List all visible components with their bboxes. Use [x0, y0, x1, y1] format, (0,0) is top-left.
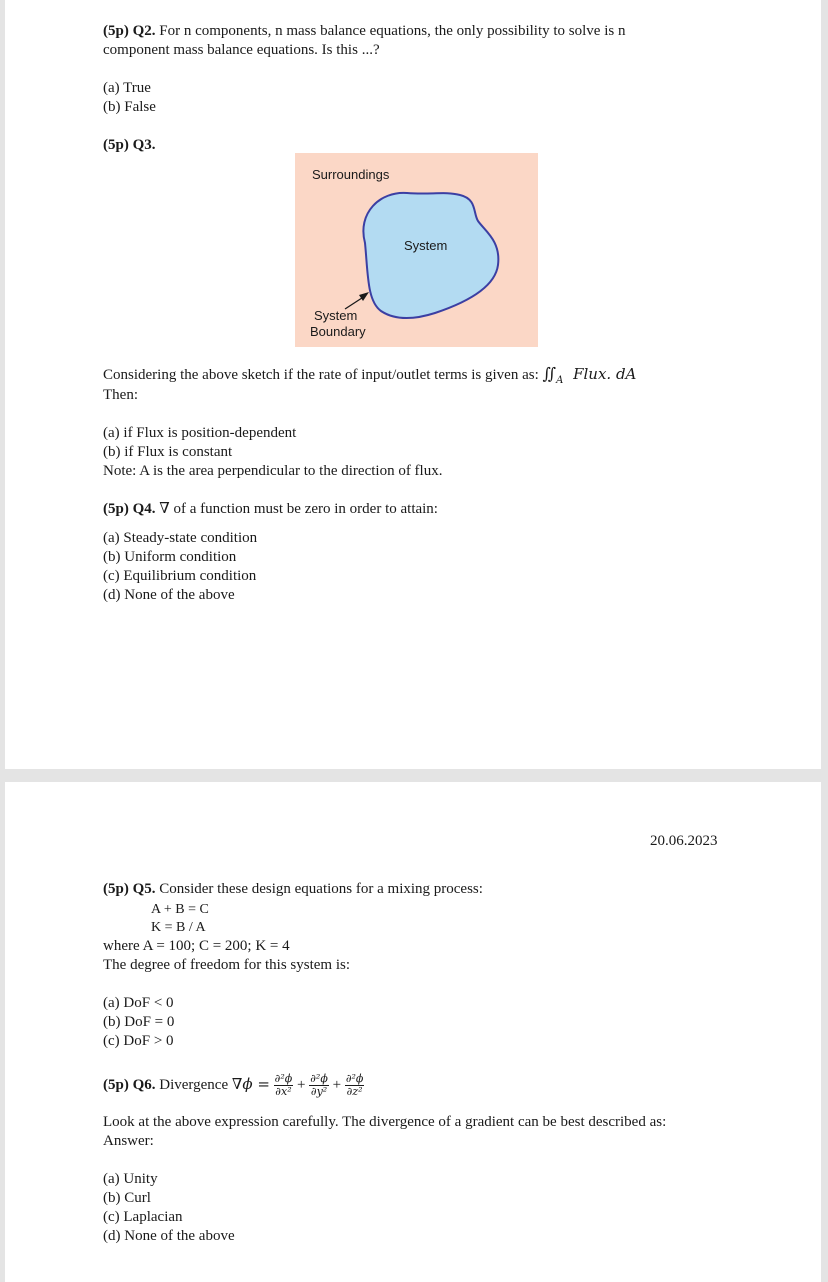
- q6-fraction-y-num: ∂²ϕ: [310, 1072, 328, 1086]
- q6-fraction-x-num: ∂²ϕ: [274, 1072, 293, 1086]
- q4-text: ∇ of a function must be zero in order to attain:: [159, 501, 438, 517]
- surroundings-label: Surroundings: [312, 167, 390, 182]
- boundary-label-line1: System: [314, 308, 358, 323]
- q2-line1: [103, 22, 625, 40]
- q6-lhs: ∇ϕ =: [231, 1075, 270, 1093]
- q4-option-d: (d) None of the above: [103, 587, 235, 603]
- q6-option-b: (b) Curl: [103, 1190, 151, 1206]
- q6-fraction-y: [309, 1073, 329, 1098]
- q3-line1: [103, 365, 636, 390]
- q6-fraction-z-den: ∂z²: [346, 1085, 363, 1099]
- q5-equation-2: K = B / A: [151, 920, 206, 935]
- integral-expression: Flux. dA: [573, 365, 637, 383]
- q3-option-b: (b) if Flux is constant: [103, 444, 233, 460]
- q3-text-line2: Then:: [103, 387, 138, 403]
- q3-head: (5p) Q3.: [103, 137, 156, 153]
- q5-option-a: (a) DoF < 0: [103, 995, 174, 1011]
- q6-answer: Answer:: [103, 1133, 154, 1149]
- q4-option-c: (c) Equilibrium condition: [103, 568, 257, 584]
- q3-note: Note: A is the area perpendicular to the direction of flux.: [103, 463, 443, 479]
- document-page-2: [5, 782, 821, 1282]
- q3-option-a: (a) if Flux is position-dependent: [103, 425, 297, 441]
- q6-plus-1: +: [297, 1077, 306, 1093]
- q6-fraction-y-den: ∂y²: [310, 1085, 328, 1099]
- q6-text: Look at the above expression carefully. The divergence of a gradient can be best described as:: [103, 1114, 667, 1130]
- q2-text-line2: component mass balance equations. Is this ...?: [103, 42, 380, 58]
- integral-subscript: A: [556, 375, 564, 386]
- q6-line: [103, 1068, 364, 1101]
- q4-option-b: (b) Uniform condition: [103, 549, 237, 565]
- q5-where: where A = 100; C = 200; K = 4: [103, 938, 290, 954]
- system-label: System: [404, 238, 448, 253]
- q4-option-a: (a) Steady-state condition: [103, 530, 258, 546]
- q6-fraction-z: [345, 1073, 365, 1098]
- q5-head: (5p) Q5.: [103, 881, 156, 897]
- q5-option-c: (c) DoF > 0: [103, 1033, 174, 1049]
- q5-line: [103, 880, 483, 898]
- q6-option-a: (a) Unity: [103, 1171, 158, 1187]
- q2-head: (5p) Q2.: [103, 23, 156, 39]
- q2-option-a: (a) True: [103, 80, 151, 96]
- q2-text-line1: For n components, n mass balance equations, the only possibility to solve is n: [159, 23, 626, 39]
- q6-plus-2: +: [332, 1077, 342, 1093]
- q6-option-d: (d) None of the above: [103, 1228, 235, 1244]
- double-integral-symbol: ∬: [542, 364, 557, 383]
- q5-prompt: The degree of freedom for this system is:: [103, 957, 351, 973]
- q6-fraction-x: [274, 1073, 294, 1098]
- q6-head: (5p) Q6.: [103, 1077, 156, 1093]
- document-page-1: [5, 0, 821, 769]
- q6-label: Divergence: [159, 1077, 229, 1093]
- q4-line: [103, 500, 438, 518]
- q6-fraction-x-den: ∂x²: [275, 1085, 292, 1099]
- boundary-label-line2: Boundary: [310, 324, 366, 339]
- q3-text-line1: Considering the above sketch if the rate of input/outlet terms is given as:: [103, 367, 539, 383]
- system-boundary-diagram: [295, 153, 538, 347]
- q6-fraction-z-num: ∂²ϕ: [345, 1072, 364, 1086]
- q5-option-b: (b) DoF = 0: [103, 1014, 175, 1030]
- q2-option-b: (b) False: [103, 99, 156, 115]
- q4-head: (5p) Q4.: [103, 501, 156, 517]
- q5-text: Consider these design equations for a mixing process:: [159, 881, 483, 897]
- q6-option-c: (c) Laplacian: [103, 1209, 183, 1225]
- page2-date: 20.06.2023: [650, 833, 718, 849]
- q5-equation-1: A + B = C: [151, 902, 209, 917]
